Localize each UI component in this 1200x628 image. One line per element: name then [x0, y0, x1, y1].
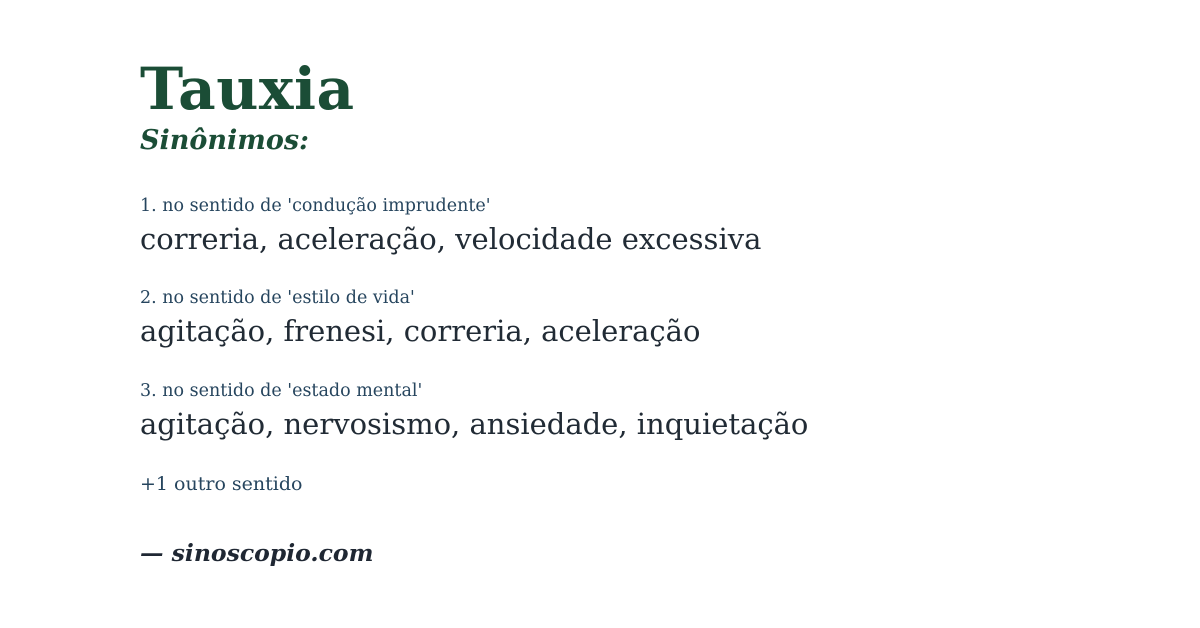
synonyms-heading: Sinônimos: [140, 125, 310, 156]
sense-item-1 [140, 196, 1160, 259]
more-senses-note: +1 outro sentido [140, 473, 303, 496]
source-attribution: — sinoscopio.com [140, 539, 374, 568]
sense-synonyms: agitação, nervosismo, ansiedade, inquietação [140, 406, 809, 441]
sense-label: 2. no sentido de 'estilo de vida' [140, 288, 415, 309]
sense-label: 3. no sentido de 'estado mental' [140, 380, 423, 401]
sense-item-3 [140, 381, 1160, 444]
word-title: Tauxia [140, 55, 355, 123]
sense-label: 1. no sentido de 'condução imprudente' [140, 195, 491, 216]
sense-synonyms: correria, aceleração, velocidade excessiva [140, 221, 762, 256]
senses-list [140, 196, 1160, 444]
sense-synonyms: agitação, frenesi, correria, aceleração [140, 314, 701, 349]
sense-item-2 [140, 288, 1160, 351]
